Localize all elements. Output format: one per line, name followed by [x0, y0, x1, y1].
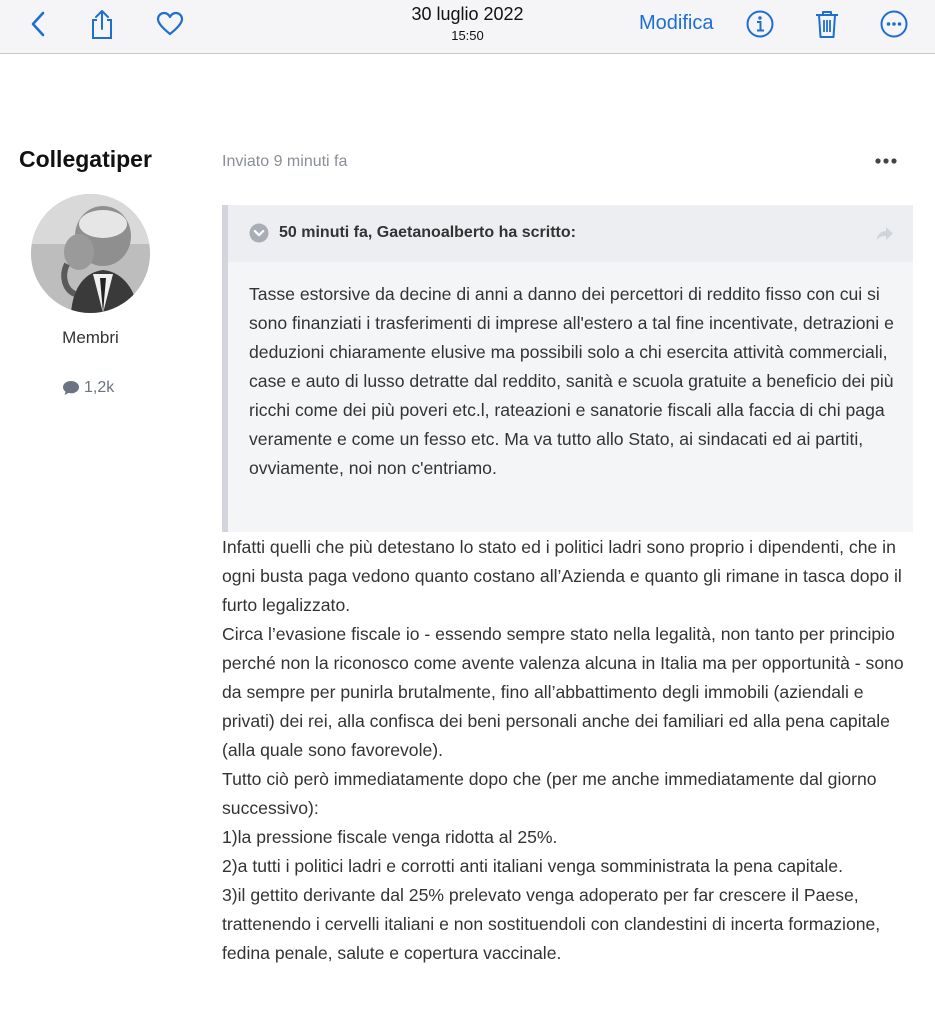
quote-text: Tasse estorsive da decine di anni a danno dei percettori di reddito fisso con cui si sono finanziati i trasferimenti di imprese all'estero a tal fine incentivate, detrazioni e deduzioni chiaramente elusive ma possibili solo a chi esercita attività commerciali, case e auto di lusso detratte dal reddito, sanità e scuola gratuite a beneficio dei più ricchi come dei più poveri etc.l, rateazioni e sanatorie fiscali alla faccia di chi paga veramente e come un fesso etc. Ma va tutto allo Stato, ai sindacati ed ai partiti, ovviamente, noi non c'entriamo. [249, 284, 894, 478]
post-paragraph: Infatti quelli che più detestano lo stato ed i politici ladri sono proprio i dipendenti, che in ogni busta paga vedono quanto costano all’Azienda e quanto gli rimane in tasca dopo il furto legalizzato. [222, 537, 902, 615]
top-toolbar [0, 0, 935, 54]
comment-icon [62, 380, 80, 396]
post-paragraph: 3)il gettito derivante dal 25% prelevato venga adoperato per far crescere il Paese, trattenendo i cervelli italiani e non sostituendoli con clandestini di incerta formazione, fedina penale, salute e copertura vaccinale. [222, 885, 881, 963]
post-count [62, 379, 114, 397]
author-role: Membri [62, 328, 119, 347]
post-count-value: 1,2k [84, 379, 115, 396]
post-paragraph: 2)a tutti i politici ladri e corrotti anti italiani venga somministrata la pena capitale. [222, 856, 843, 876]
post-paragraph: Circa l’evasione fiscale io - essendo sempre stato nella legalità, non tanto per principio perché non la riconosco come avente valenza alcuna in Italia ma per opportunità - sono da sempre per punirla brutalmente, fino all’abbattimento degli immobili (aziendali e privati) dei rei, alla confisca dei beni personali anche dei familiari ed alla pena capitale (alla quale sono favorevole). [222, 624, 904, 760]
post-options-icon[interactable] [872, 150, 900, 172]
quote-header [228, 205, 913, 262]
quote-block [222, 205, 913, 532]
chevron-down-icon[interactable] [249, 223, 269, 243]
info-icon[interactable] [743, 6, 777, 42]
message-time: 15:50 [451, 28, 484, 43]
post-paragraph: Tutto ciò però immediatamente dopo che (per me anche immediatamente dal giorno successivo): [222, 769, 877, 818]
trash-icon[interactable] [810, 6, 844, 42]
edit-button[interactable]: Modifica [639, 12, 714, 34]
avatar[interactable] [31, 194, 150, 313]
message-date: 30 luglio 2022 [411, 4, 524, 24]
quote-attribution: 50 minuti fa, Gaetanoalberto ha scritto: [279, 224, 576, 241]
post-paragraph: 1)la pressione fiscale venga ridotta al 25%. [222, 827, 558, 847]
author-name[interactable]: Collegatiper [19, 146, 152, 172]
go-to-quote-icon[interactable] [875, 225, 895, 243]
post-timestamp: Inviato 9 minuti fa [222, 153, 348, 170]
more-icon[interactable] [877, 6, 911, 42]
post-body [222, 533, 917, 968]
